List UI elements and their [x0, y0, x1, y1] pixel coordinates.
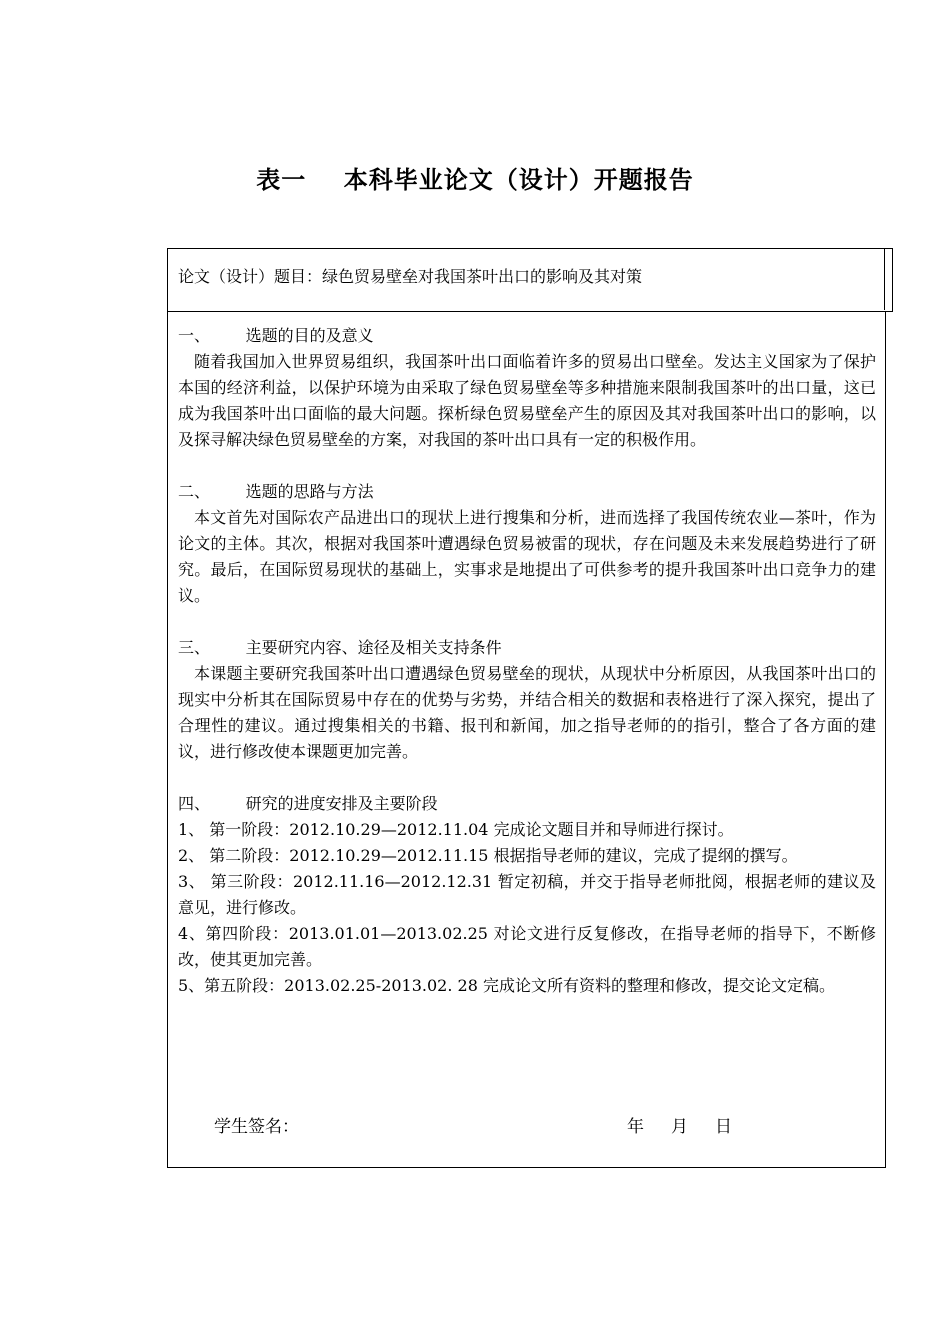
- schedule-stage: 5、第五阶段：2013.02.25-2013.02. 28 完成论文所有资料的整理和修改，提交论文定稿。: [178, 976, 835, 995]
- section-heading: 四、 研究的进度安排及主要阶段: [178, 794, 438, 813]
- section-research-content: [178, 635, 876, 765]
- section-approach: [178, 479, 876, 609]
- section-body: 本课题主要研究我国茶叶出口遭遇绿色贸易壁垒的现状，从现状中分析原因，从我国茶叶出口的现实中分析其在国际贸易中存在的优势与劣势，并结合相关的数据和表格进行了深入探究，提出了合理性的建议。通过搜集相关的书籍、报刊和新闻，加之指导老师的的指引，整合了各方面的建议，进行修改使本课题更加完善。: [178, 664, 876, 761]
- spacer: [178, 765, 876, 791]
- signature-date: 年 月 日: [627, 1117, 733, 1137]
- schedule-stage: 3、 第三阶段：2012.11.16—2012.12.31 暂定初稿，并交于指导老师批阅，根据老师的建议及意见，进行修改。: [178, 872, 876, 917]
- page-title: 表一 本科毕业论文（设计）开题报告: [256, 166, 694, 194]
- section-body: 本文首先对国际农产品进出口的现状上进行搜集和分析，进而选择了我国传统农业—茶叶，作为论文的主体。其次，根据对我国茶叶遭遇绿色贸易被雷的现状，存在问题及未来发展趋势进行了研究。最后，在国际贸易现状的基础上，实事求是地提出了可供参考的提升我国茶叶出口竞争力的建议。: [178, 508, 876, 605]
- section-heading: 三、 主要研究内容、途径及相关支持条件: [178, 638, 502, 657]
- student-signature-label: 学生签名：: [214, 1117, 299, 1137]
- spacer: [178, 453, 876, 479]
- thesis-topic: 论文（设计）题目：绿色贸易壁垒对我国茶叶出口的影响及其对策: [178, 267, 643, 286]
- schedule-stage: 4、第四阶段：2013.01.01—2013.02.25 对论文进行反复修改，在指导老师的指导下，不断修改，使其更加完善。: [178, 924, 876, 969]
- section-purpose: [178, 323, 876, 453]
- section-body: 随着我国加入世界贸易组织，我国茶叶出口面临着许多的贸易出口壁垒。发达主义国家为了保护本国的经济利益，以保护环境为由采取了绿色贸易壁垒等多种措施来限制我国茶叶的出口量，这已成为我国茶叶出口面临的最大问题。探析绿色贸易壁垒产生的原因及其对我国茶叶出口的影响，以及探寻解决绿色贸易壁垒的方案，对我国的茶叶出口具有一定的积极作用。: [178, 352, 876, 449]
- section-schedule: [178, 791, 876, 999]
- schedule-stage: 2、 第二阶段：2012.10.29—2012.11.15 根据指导老师的建议，完成了提纲的撰写。: [178, 846, 798, 865]
- schedule-stage: 1、 第一阶段：2012.10.29—2012.11.04 完成论文题目并和导师进行探讨。: [178, 820, 734, 839]
- section-heading: 二、 选题的思路与方法: [178, 482, 374, 501]
- section-heading: 一、 选题的目的及意义: [178, 326, 374, 345]
- spacer: [178, 609, 876, 635]
- report-content: [178, 323, 876, 999]
